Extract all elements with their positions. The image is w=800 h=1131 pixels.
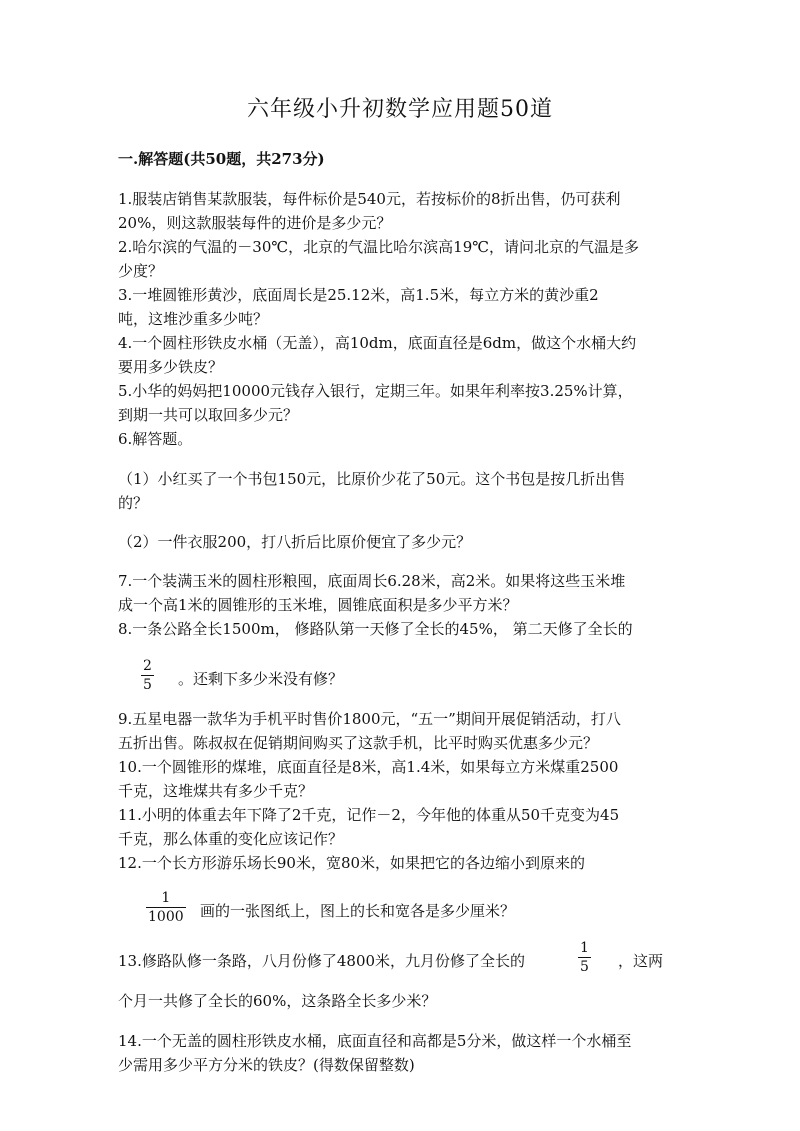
q3-line-2: 吨，这堆沙重多少吨？ (118, 310, 269, 328)
q3-line-1: 3.一堆圆锥形黄沙，底面周长是25.12米，高1.5米，每立方米的黄沙重2 (118, 286, 599, 304)
q5-line-2: 到期一共可以取回多少元？ (118, 406, 299, 424)
q13-line-2: 个月一共修了全长的60%，这条路全长多少米？ (118, 992, 437, 1010)
q11-line-1: 11.小明的体重去年下降了2千克，记作－2，今年他的体重从50千克变为45 (118, 806, 620, 824)
q4-line-2: 要用多少铁皮？ (118, 358, 224, 376)
q11-line-2: 千克，那么体重的变化应该记作？ (118, 830, 344, 848)
q8-fraction-bar (141, 675, 154, 676)
page-title: 六年级小升初数学应用题50道 (247, 97, 553, 122)
q4-line-1: 4.一个圆柱形铁皮水桶（无盖），高10dm，底面直径是6dm，做这个水桶大约 (118, 334, 637, 352)
q13-fraction (578, 940, 591, 975)
q13-line-1: 13.修路队修一条路，八月份修了4800米，九月份修了全长的 (118, 952, 526, 970)
q13-fraction-bar (578, 957, 591, 958)
q12-fraction (146, 890, 186, 925)
q13-fraction-denominator: 5 (580, 959, 589, 975)
q14-line-1: 14.一个无盖的圆柱形铁皮水桶，底面直径和高都是5分米，做这样一个水桶至 (118, 1032, 632, 1050)
q12-line-1: 12.一个长方形游乐场长90米，宽80米，如果把它的各边缩小到原来的 (118, 854, 586, 872)
q6-1-line-1: （1）小红买了一个书包150元，比原价少花了50元。这个书包是按几折出售 (118, 470, 626, 488)
q8-fraction (141, 658, 154, 693)
q7-line-2: 成一个高1米的圆锥形的玉米堆，圆锥底面积是多少平方米？ (118, 596, 518, 614)
q6-line: 6.解答题。 (118, 430, 193, 448)
section-heading: 一.解答题(共50题，共273分) (118, 150, 325, 168)
q1-line-1: 1.服装店销售某款服装，每件标价是540元，若按标价的8折出售，仍可获利 (118, 190, 621, 208)
q12-line-2: 画的一张图纸上，图上的长和宽各是多少厘米？ (200, 902, 516, 920)
q2-line-1: 2.哈尔滨的气温的－30℃，北京的气温比哈尔滨高19℃，请问北京的气温是多 (118, 238, 640, 256)
q8-line-1: 8.一条公路全长1500m， 修路队第一天修了全长的45%， 第二天修了全长的 (118, 620, 633, 638)
q12-fraction-numerator: 1 (161, 890, 171, 906)
q10-line-2: 千克，这堆煤共有多少千克？ (118, 782, 314, 800)
q9-line-2: 五折出售。陈叔叔在促销期间购买了这款手机，比平时购买优惠多少元？ (118, 734, 599, 752)
q14-line-2: 少需用多少平方分米的铁皮？(得数保留整数) (118, 1056, 415, 1074)
q13-fraction-numerator: 1 (580, 940, 589, 956)
q10-line-1: 10.一个圆锥形的煤堆，底面直径是8米，高1.4米，如果每立方米煤重2500 (118, 758, 619, 776)
q7-line-1: 7.一个装满玉米的圆柱形粮囤，底面周长6.28米，高2米。如果将这些玉米堆 (118, 572, 626, 590)
q8-fraction-numerator: 2 (143, 658, 152, 674)
q12-fraction-bar (146, 907, 186, 908)
q8-line-2: 。还剩下多少米没有修？ (178, 670, 344, 688)
q6-1-line-2: 的？ (118, 494, 149, 512)
q9-line-1: 9.五星电器一款华为手机平时售价1800元，“五一”期间开展促销活动，打八 (118, 710, 621, 728)
q8-fraction-denominator: 5 (143, 677, 152, 693)
q1-line-2: 20%，则这款服装每件的进价是多少元？ (118, 214, 392, 232)
q13-line-1-tail: ，这两 (618, 952, 664, 970)
q5-line-1: 5.小华的妈妈把10000元钱存入银行，定期三年。如果年利率按3.25%计算， (118, 382, 633, 400)
q6-2-line: （2）一件衣服200，打八折后比原价便宜了多少元？ (118, 533, 472, 551)
q12-fraction-denominator: 1000 (148, 909, 184, 925)
q2-line-2: 少度？ (118, 262, 164, 280)
